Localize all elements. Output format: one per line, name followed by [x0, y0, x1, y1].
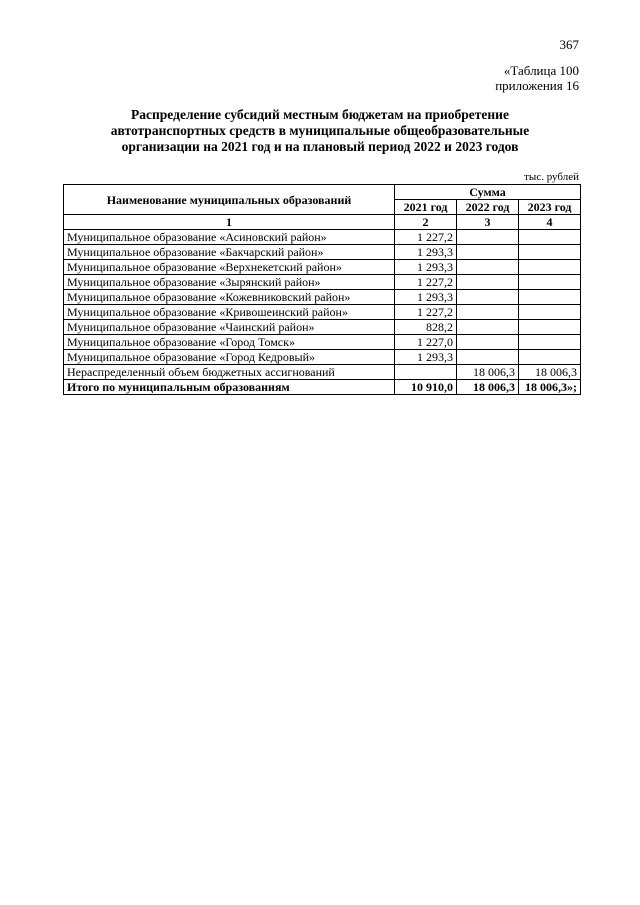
value-2023 — [519, 275, 581, 290]
value-2021: 1 293,3 — [395, 290, 457, 305]
value-2022 — [457, 290, 519, 305]
value-2021: 1 227,0 — [395, 335, 457, 350]
header-year-2023: 2023 год — [519, 200, 581, 215]
value-2023 — [519, 320, 581, 335]
value-2022 — [457, 320, 519, 335]
value-2021: 1 227,2 — [395, 275, 457, 290]
header-year-2022: 2022 год — [457, 200, 519, 215]
value-2023 — [519, 305, 581, 320]
table-row — [64, 275, 581, 290]
table-reference-line2: приложения 16 — [495, 78, 579, 93]
value-2021: 1 293,3 — [395, 245, 457, 260]
units-label: тыс. рублей — [524, 171, 579, 183]
value-2022: 18 006,3 — [457, 365, 519, 380]
page-number: 367 — [559, 37, 579, 52]
title-line3: организации на 2021 год и на плановый период 2022 и 2023 годов — [121, 139, 519, 154]
value-2021: 828,2 — [395, 320, 457, 335]
table-row — [64, 245, 581, 260]
value-2021 — [395, 365, 457, 380]
value-2022 — [457, 230, 519, 245]
total-2023: 18 006,3»; — [519, 380, 581, 395]
document-title — [60, 107, 580, 155]
table-row — [64, 305, 581, 320]
subsidy-table — [63, 184, 581, 395]
row-name: Нераспределенный объем бюджетных ассигнований — [64, 365, 395, 380]
value-2021: 1 227,2 — [395, 305, 457, 320]
title-line1: Распределение субсидий местным бюджетам на приобретение — [131, 107, 509, 122]
row-name: Муниципальное образование «Асиновский район» — [64, 230, 395, 245]
row-name: Муниципальное образование «Город Томск» — [64, 335, 395, 350]
column-number: 3 — [457, 215, 519, 230]
value-2021: 1 293,3 — [395, 260, 457, 275]
title-line2: автотранспортных средств в муниципальные общеобразовательные — [110, 123, 530, 138]
table-row — [64, 230, 581, 245]
value-2023 — [519, 350, 581, 365]
table-row — [64, 365, 581, 380]
total-row — [64, 380, 581, 395]
value-2023 — [519, 230, 581, 245]
row-name: Муниципальное образование «Верхнекетский район» — [64, 260, 395, 275]
value-2023: 18 006,3 — [519, 365, 581, 380]
value-2022 — [457, 335, 519, 350]
row-name: Муниципальное образование «Город Кедровый» — [64, 350, 395, 365]
total-name: Итого по муниципальным образованиям — [64, 380, 395, 395]
row-name: Муниципальное образование «Бакчарский район» — [64, 245, 395, 260]
value-2023 — [519, 245, 581, 260]
total-2022: 18 006,3 — [457, 380, 519, 395]
header-year-2021: 2021 год — [395, 200, 457, 215]
row-name: Муниципальное образование «Кожевниковский район» — [64, 290, 395, 305]
table-row — [64, 290, 581, 305]
column-number: 4 — [519, 215, 581, 230]
value-2022 — [457, 275, 519, 290]
value-2022 — [457, 245, 519, 260]
value-2023 — [519, 335, 581, 350]
table-row — [64, 260, 581, 275]
value-2022 — [457, 260, 519, 275]
row-name: Муниципальное образование «Кривошеинский район» — [64, 305, 395, 320]
value-2022 — [457, 305, 519, 320]
column-number: 1 — [64, 215, 395, 230]
value-2021: 1 227,2 — [395, 230, 457, 245]
row-name: Муниципальное образование «Зырянский район» — [64, 275, 395, 290]
column-numbers-row — [64, 215, 581, 230]
row-name: Муниципальное образование «Чаинский район» — [64, 320, 395, 335]
table-row — [64, 350, 581, 365]
header-name: Наименование муниципальных образований — [64, 185, 395, 215]
value-2023 — [519, 290, 581, 305]
table-row — [64, 320, 581, 335]
value-2021: 1 293,3 — [395, 350, 457, 365]
value-2022 — [457, 350, 519, 365]
table-reference-line1: «Таблица 100 — [503, 63, 579, 78]
header-sum: Сумма — [395, 185, 581, 200]
total-2021: 10 910,0 — [395, 380, 457, 395]
header-row — [64, 185, 581, 200]
column-number: 2 — [395, 215, 457, 230]
value-2023 — [519, 260, 581, 275]
table-reference — [495, 63, 579, 93]
table-row — [64, 335, 581, 350]
